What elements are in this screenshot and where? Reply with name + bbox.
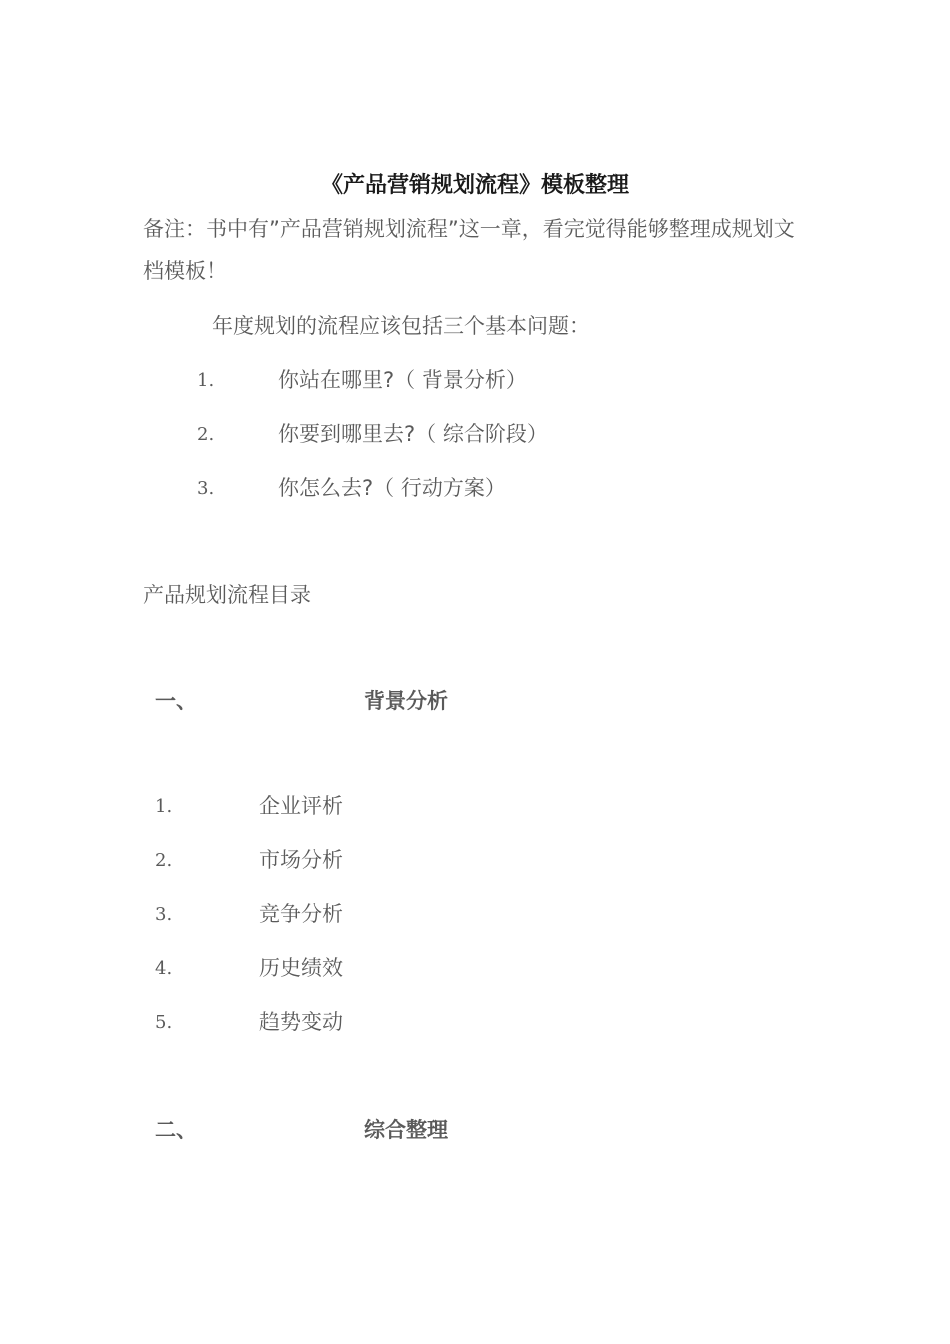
question-text: 你怎么去?（ 行动方案）	[278, 476, 506, 500]
list-item-number: 3.	[155, 904, 173, 925]
list-item: 市场分析	[259, 848, 343, 872]
list-item: 竞争分析	[259, 902, 343, 926]
list-item-number: 1.	[155, 796, 173, 817]
question-text: 你要到哪里去?（ 综合阶段）	[278, 422, 548, 446]
note-paragraph: 备注：书中有”产品营销规划流程”这一章，看完觉得能够整理成规划文档模板！	[143, 217, 795, 283]
document-title: 《产品营销规划流程》模板整理	[320, 173, 629, 198]
list-item: 趋势变动	[259, 1010, 343, 1034]
list-item-number: 5.	[155, 1012, 173, 1033]
question-text: 你站在哪里?（ 背景分析）	[278, 368, 527, 392]
list-item: 企业评析	[259, 794, 343, 818]
question-number: 3.	[197, 478, 215, 499]
question-number: 1.	[197, 370, 215, 391]
list-item-number: 4.	[155, 958, 173, 979]
list-item: 历史绩效	[259, 956, 343, 980]
intro-line: 年度规划的流程应该包括三个基本问题：	[212, 314, 590, 338]
toc-heading: 产品规划流程目录	[143, 583, 311, 607]
section-title: 综合整理	[364, 1118, 448, 1142]
section-number: 一、	[155, 689, 197, 713]
question-number: 2.	[197, 424, 215, 445]
list-item-number: 2.	[155, 850, 173, 871]
section-number: 二、	[155, 1118, 197, 1142]
section-title: 背景分析	[364, 689, 448, 713]
